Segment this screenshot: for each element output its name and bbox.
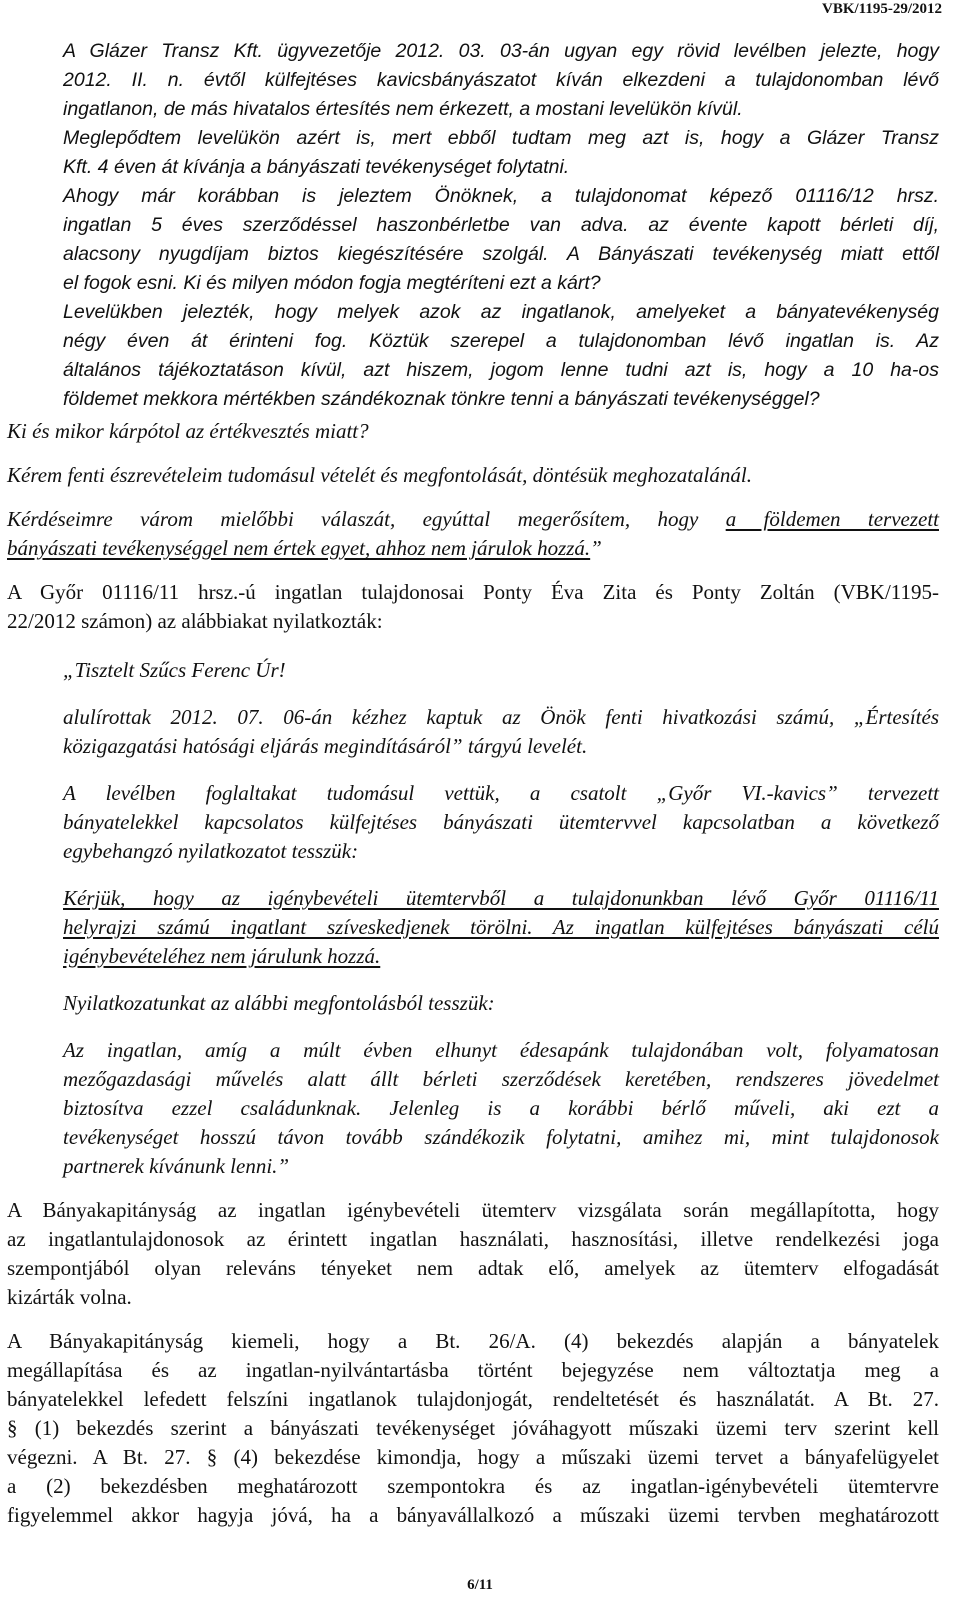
- text-line: helyrajzi számú ingatlant szíveskedjenek törölni. Az ingatlan külfejtéses bányászati célú: [63, 915, 939, 939]
- text-line: ingatlanon, de más hivatalos értesítés nem érkezett, a mostani levelükön kívül.: [63, 98, 743, 120]
- document-reference: VBK/1195-29/2012: [821, 1, 942, 17]
- questions-paragraph: [7, 505, 939, 563]
- reasoning-paragraph: [63, 1036, 939, 1181]
- document-body: [7, 37, 939, 1530]
- text-line: tevékenységet hosszú távon tovább szándékozik folytatni, amihez mi, mint tulajdonosok: [63, 1125, 939, 1149]
- text-line: végezni. A Bt. 27. § (4) bekezdése kimondja, hogy a műszaki üzemi tervet a bányafelügyelet: [7, 1445, 939, 1469]
- text-line: szempontjából olyan releváns tényeket nem adtak elő, amelyek az ütemterv elfogadását: [7, 1256, 939, 1280]
- text-line: biztosítva ezzel családunknak. Jelenleg is a korábbi bérlő műveli, aki ezt a: [63, 1096, 939, 1120]
- text-line: Levelükben jelezték, hogy melyek azok az ingatlanok, amelyeket a bányatevékenység: [63, 301, 939, 323]
- underlined-statement: bányászati tevékenységgel nem értek egyet, ahhoz nem járulok hozzá.: [7, 536, 591, 560]
- acknowledgement-paragraph: [63, 779, 939, 866]
- text-line: Az ingatlan, amíg a múlt évben elhunyt édesapánk tulajdonában volt, folyamatosan: [63, 1038, 939, 1062]
- numbered-item-3: [7, 298, 939, 414]
- quoted-letter: [7, 656, 939, 1181]
- text-line: Ahogy már korábban is jeleztem Önöknek, a tulajdonomat képező 01116/12 hrsz.: [63, 185, 939, 207]
- authority-finding-paragraph: [7, 1196, 939, 1312]
- owners-statement-intro: [7, 578, 939, 636]
- text-line: négy éven át érinteni fog. Köztük szerepel a tulajdonomban lévő ingatlan is. Az: [63, 330, 939, 352]
- text-line: el fogok esni. Ki és milyen módon fogja megtéríteni ezt a kárt?: [63, 272, 601, 294]
- text-line: egybehangzó nyilatkozatot tesszük:: [63, 839, 359, 863]
- text-line: ingatlan 5 éves szerződéssel haszonbérletbe van adva. az évente kapott bérleti díj,: [63, 214, 939, 236]
- text-line: Kérjük, hogy az igénybevételi ütemtervből a tulajdonunkban lévő Győr 01116/11: [63, 886, 939, 910]
- text-line: A levélben foglaltakat tudomásul vettük, a csatolt „Győr VI.-kavics” tervezett: [63, 781, 939, 805]
- salutation: „Tisztelt Szűcs Ferenc Úr!: [63, 658, 286, 682]
- text-line: megállapítása és az ingatlan-nyilvántartásba történt bejegyzése nem változtatja meg a: [7, 1358, 939, 1382]
- numbered-item-2: [7, 124, 939, 298]
- text-line: általános tájékoztatáson kívül, azt hiszem, jogom lenne tudni azt is, hogy a 10 ha-os: [63, 359, 939, 381]
- text-line: az ingatlantulajdonosok az érintett ingatlan használati, hasznosítási, illetve rendelkezési joga: [7, 1227, 939, 1251]
- authority-legal-paragraph: [7, 1327, 939, 1530]
- text-line: kizárták volna.: [7, 1285, 132, 1309]
- text-line: mezőgazdasági művelés alatt állt bérleti szerződések keretében, rendszeres jövedelmet: [63, 1067, 939, 1091]
- text-line: A Győr 01116/11 hrsz.-ú ingatlan tulajdonosai Ponty Éva Zita és Ponty Zoltán (VBK/1195-: [7, 580, 939, 604]
- text-line: § (1) bekezdés szerint a bányászati tevékenységet jóváhagyott műszaki üzemi terv szerint kell: [7, 1416, 939, 1440]
- text-line: Meglepődtem levelükön azért is, mert ebből tudtam meg azt is, hogy a Glázer Transz: [63, 127, 939, 149]
- text-line: alacsony nyugdíjam biztos kiegészítésére szolgál. A Bányászati tevékenység miatt ettől: [63, 243, 939, 265]
- letter-receipt-paragraph: [63, 703, 939, 761]
- text-line: A Bányakapitányság az ingatlan igénybevételi ütemterv vizsgálata során megállapította, hogy: [7, 1198, 939, 1222]
- text-line: A Bányakapitányság kiemeli, hogy a Bt. 26/A. (4) bekezdés alapján a bányatelek: [7, 1329, 939, 1353]
- text-line: közigazgatási hatósági eljárás megindításáról” tárgyú levelét.: [63, 734, 588, 758]
- text-line: bányászati tevékenységgel nem értek egyet, ahhoz nem járulok hozzá.”: [7, 536, 602, 560]
- text-line: 22/2012 számon) az alábbiakat nyilatkozták:: [7, 609, 383, 633]
- text-line: partnerek kívánunk lenni.”: [63, 1154, 290, 1178]
- underlined-statement: a földemen tervezett: [725, 507, 939, 531]
- text-line: a (2) bekezdésben meghatározott szempontokra és az ingatlan-igénybevételi ütemtervre: [7, 1474, 939, 1498]
- deletion-request-paragraph: [63, 884, 939, 971]
- request-paragraph: Kérem fenti észrevételeim tudomásul vételét és megfontolását, döntésük meghozatalánál.: [7, 463, 752, 487]
- text-line: Kft. 4 éven át kívánja a bányászati tevékenységet folytatni.: [63, 156, 570, 178]
- paragraph-glazer-notice: [7, 37, 939, 124]
- text-line: 2012. II. n. évtől külfejtéses kavicsbányászatot kíván elkezdeni a tulajdonomban lévő: [63, 69, 939, 91]
- text-line: alulírottak 2012. 07. 06-án kézhez kaptuk az Önök fenti hivatkozási számú, „Értesítés: [63, 705, 939, 729]
- text-line: bányatelekkel kapcsolatos külfejtéses bányászati ütemtervvel kapcsolatban a következő: [63, 810, 939, 834]
- question-compensation: Ki és mikor kárpótol az értékvesztés miatt?: [7, 419, 369, 443]
- page-number: 6/11: [467, 1577, 493, 1593]
- text-line: igénybevételéhez nem járulunk hozzá.: [63, 944, 381, 968]
- text-line: földemet mekkora mértékben szándékoznak tönkre tenni a bányászati tevékenységgel?: [63, 388, 820, 410]
- text-line: A Glázer Transz Kft. ügyvezetője 2012. 03. 03-án ugyan egy rövid levélben jelezte, hogy: [63, 40, 939, 62]
- text-line: bányatelekkel lefedett felszíni ingatlanok tulajdonjogát, rendeltetését és használatát. A Bt. 27.: [7, 1387, 939, 1411]
- text-line: Kérdéseimre várom mielőbbi válaszát, egyúttal megerősítem, hogy a földemen tervezett: [7, 507, 939, 531]
- reasoning-intro: Nyilatkozatunkat az alábbi megfontolásból tesszük:: [63, 991, 495, 1015]
- text-line: figyelemmel akkor hagyja jóvá, ha a bányavállalkozó a műszaki üzemi tervben meghatározott: [7, 1503, 939, 1527]
